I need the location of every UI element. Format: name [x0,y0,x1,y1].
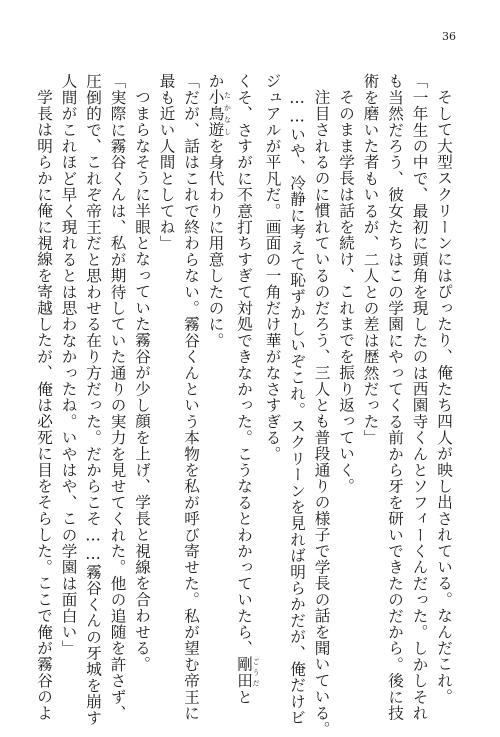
text-line [334,73,359,663]
text-line-content: か [206,73,225,90]
text-line-content: 「実際に霧谷くんは、私が期待していた通りの実力を見せてくれた。他の追随を許さず、 [108,73,127,721]
text-line [179,73,204,721]
text-line-content: 「一年生の中で、最初に頭角を現したのは西園寺くんとソフィーくんだった。しかしそれ [410,73,429,721]
text-line-content: くそ、さすがに不意打ちすぎて対処できなかった。こうなるとわかっていたら、 [235,73,253,657]
text-line [309,73,334,737]
text-line-content: 最も近い人間としてね」 [157,73,176,252]
text-line [130,73,155,672]
text-line [56,73,81,663]
text-line-content: 注目されるのに慣れているのだろう、三人とも普段通りの様子で学長の話を聞いている。 [312,88,331,737]
ruby-reading: ごうだ [252,656,260,689]
text-line [154,73,179,663]
vertical-text-body [35,73,456,737]
ruby-base: 剛田 [235,656,253,689]
text-line-content: ジュアルが平凡だ。画面の一角だけ華がなさすぎる。 [263,73,282,462]
text-line-content: 術を磨いた者もいるが、二人との差は歴然だった」 [361,73,380,446]
text-line [81,73,106,726]
text-line-content: も当然だろう、彼女たちはこの学園にやってくる前から牙を研いできたのだから。後に技 [386,73,404,721]
text-line [105,73,130,721]
ruby-annotation [235,656,260,689]
text-line-content: 人間がこれほど早く現れるとは思わなかったね。いやはや、この学園は面白い」 [59,73,78,657]
text-line [358,73,383,663]
text-line-content: 「だが、話はこれで終わらない。霧谷くんという本物を私が呼び寄せた。私が望む帝王に [182,73,200,721]
text-line [232,73,261,705]
text-line-content: 学長は明らかに俺に視線を寄越したが、俺は必死に目をそらした。ここで俺が霧谷のよ [35,88,53,721]
page-number: 36 [442,30,456,43]
text-line [32,73,57,721]
text-line-content: 圧倒的で、これぞ帝王だと思わせる在り方だった。だからこそ……霧谷くんの牙城を崩す [84,73,102,726]
ruby-reading: たかなし [223,89,232,138]
text-line [407,73,432,721]
text-line [432,73,457,705]
text-line [383,73,408,721]
text-line-content: ……いや、冷静に考えて恥ずかしいぞこれ。スクリーンを見れば明らかだが、俺だけビ [288,88,306,726]
text-line-tail: と [235,688,253,705]
text-line [203,73,232,663]
text-line [260,73,285,663]
text-line-content: そして大型スクリーンにはぴったり、俺たち四人が映し出されている。なんだこれ。 [435,88,453,705]
text-line-tail: を身代わりに用意したのに。 [206,137,225,349]
ruby-annotation [206,89,232,138]
text-line [285,73,310,726]
text-line-content: そのまま学長は話を続け、これまでを振り返っていく。 [337,88,355,494]
text-line-content: つまらなそうに半眼となっていた霧谷が少し顔を上げ、学長と視線を合わせる。 [133,88,151,672]
ruby-base: 小鳥遊 [206,89,225,138]
